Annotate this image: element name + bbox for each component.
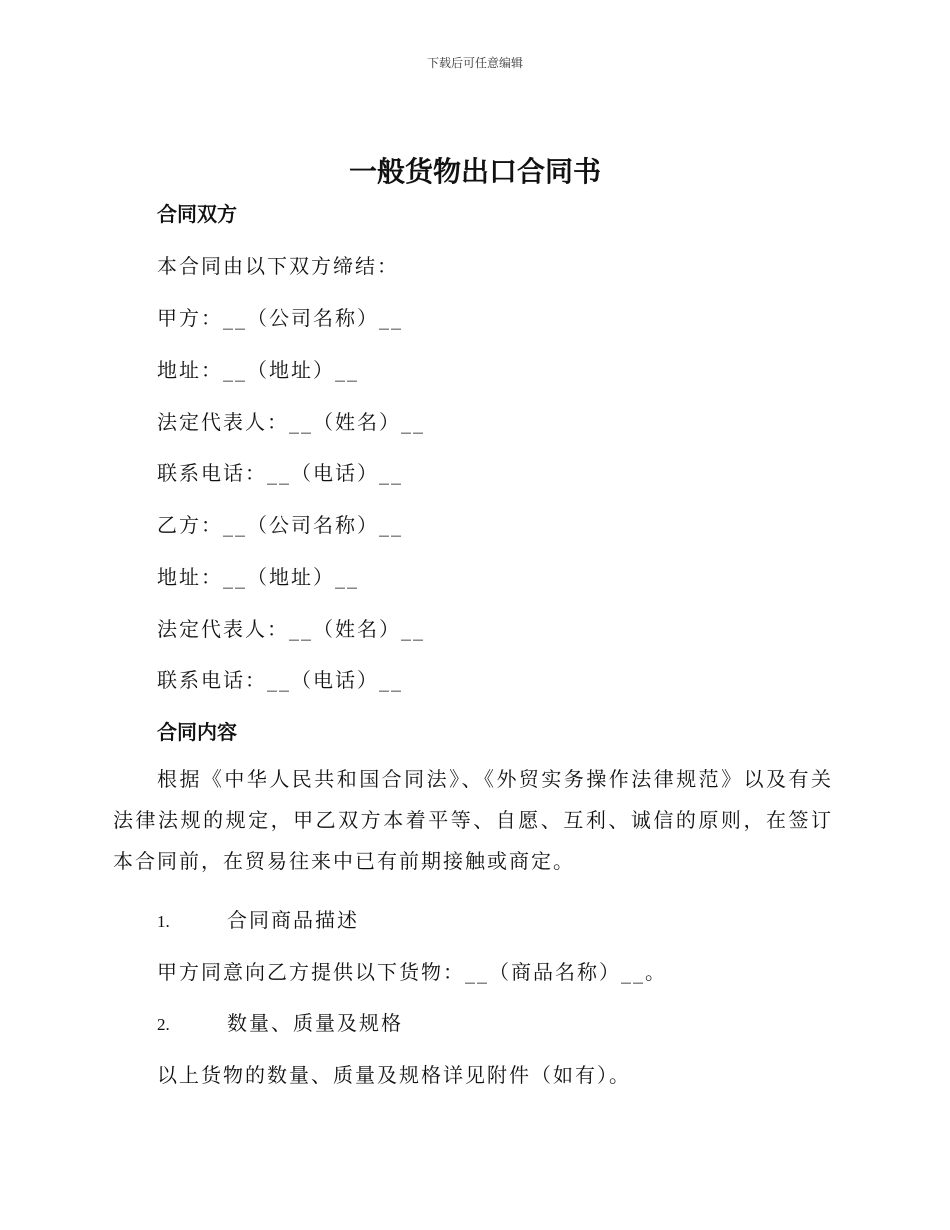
party-b-phone: 联系电话：__（电话）__ bbox=[157, 668, 403, 692]
party-a-name: 甲方：__（公司名称）__ bbox=[157, 306, 403, 330]
party-a-phone: 联系电话：__（电话）__ bbox=[157, 461, 403, 485]
party-b-address: 地址：__（地址）__ bbox=[157, 565, 359, 589]
section-heading-content: 合同内容 bbox=[157, 720, 237, 744]
party-b-representative: 法定代表人：__（姓名）__ bbox=[157, 617, 425, 641]
item-1-body: 甲方同意向乙方提供以下货物：__（商品名称）__。 bbox=[157, 960, 667, 984]
party-a-representative: 法定代表人：__（姓名）__ bbox=[157, 410, 425, 434]
item-2-body: 以上货物的数量、质量及规格详见附件（如有）。 bbox=[157, 1063, 631, 1087]
item-2-heading bbox=[157, 1007, 403, 1036]
document-title: 一般货物出口合同书 bbox=[348, 155, 601, 188]
item-1-number: 1. bbox=[157, 912, 170, 931]
parties-intro: 本合同由以下双方缔结： bbox=[157, 254, 399, 278]
content-paragraph: 根据《中华人民共和国合同法》、《外贸实务操作法律规范》以及有关法律法规的规定，甲乙双方本着平等、自愿、互利、诚信的原则，在签订本合同前，在贸易往来中已有前期接触或商定。 bbox=[113, 767, 833, 873]
item-1-heading bbox=[157, 904, 359, 933]
party-a-address: 地址：__（地址）__ bbox=[157, 358, 359, 382]
header-note: 下载后可任意编辑 bbox=[426, 56, 523, 70]
party-b-name: 乙方：__（公司名称）__ bbox=[157, 513, 403, 537]
section-heading-parties: 合同双方 bbox=[157, 202, 237, 226]
item-1-title: 合同商品描述 bbox=[227, 908, 359, 932]
item-2-title: 数量、质量及规格 bbox=[227, 1011, 403, 1035]
item-2-number: 2. bbox=[157, 1015, 170, 1034]
